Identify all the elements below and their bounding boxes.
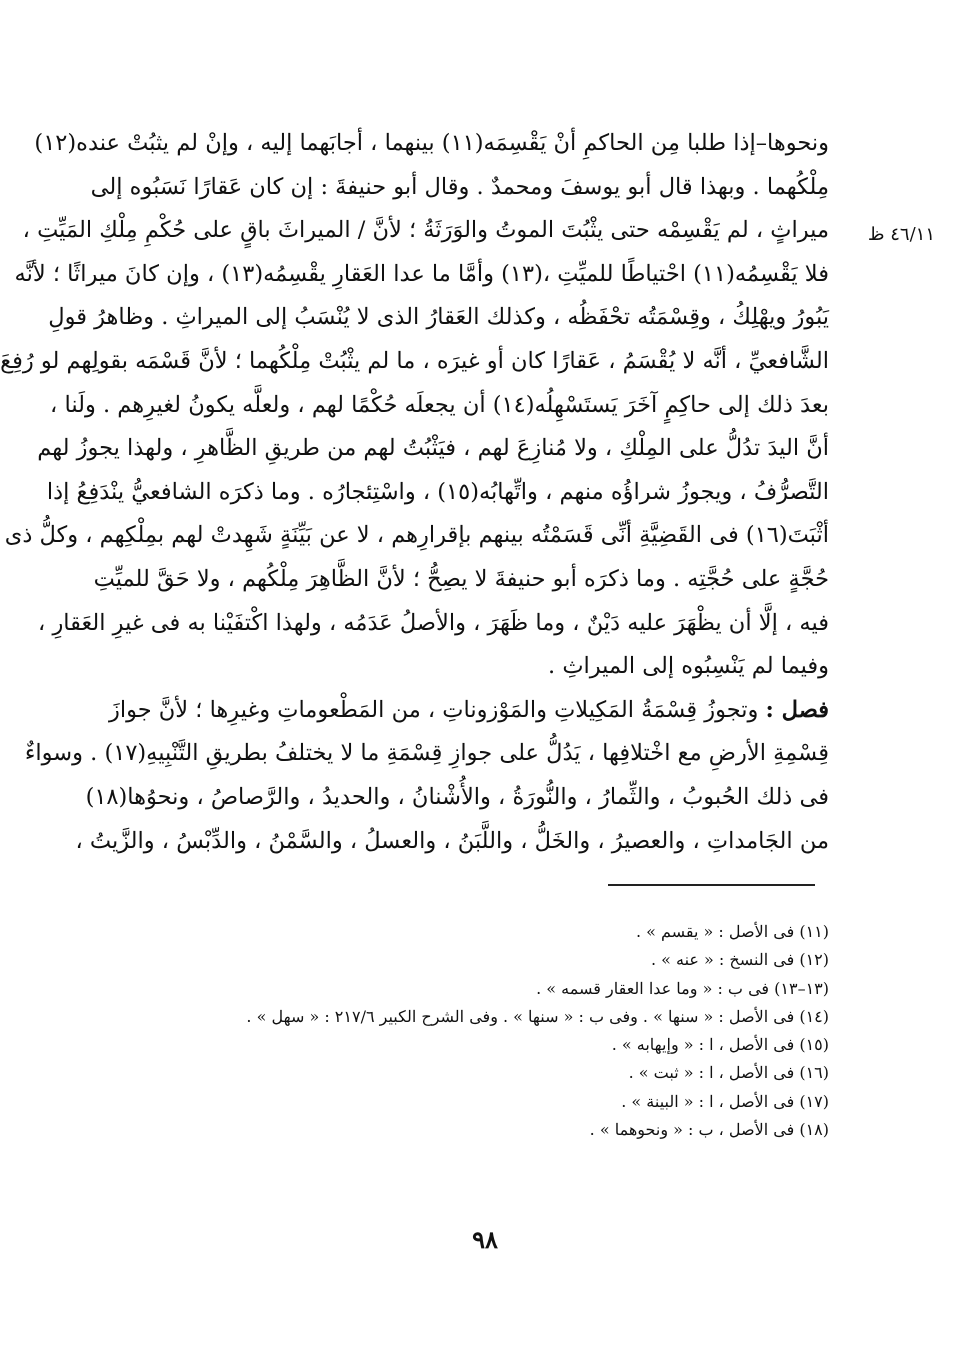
- footnote: (١٨) فى الأصل ، ب : « ونحوهما » .: [589, 1120, 829, 1140]
- footnote: (١٦) فى الأصل ، ا : « ثبت » .: [628, 1063, 829, 1083]
- text-line: فلا يَقْسِمُه(١١) احْتياطًا للميِّتِ ،(١٣) وأمَّا ما عدا العَقارِ يقْسِمُه(١٣) ، وإن كانَ ميراثًا ؛ لأنَّه: [14, 260, 829, 287]
- text-line: مِلْكُهما . وبهذا قال أبو يوسفَ ومحمدٌ . وقال أبو حنيفةَ : إن كان عَقارًا نَسَبُوه إلى: [90, 173, 829, 200]
- footnote: (١٤) فى الأصل : « سنها » . وفى ب : « سنها » . وفى الشرح الكبير ٢١٧/٦ : « سهل » .: [246, 1006, 829, 1026]
- text-line: فيه ، إلَّا أن يظْهَرَ عليه دَيْنٌ ، وما ظَهَرَ ، والأصلُ عَدَمُه ، ولهذا اكْتفَيْنا به فى غيرِ العَقارِ ،: [38, 609, 829, 636]
- marginal-folio-reference: ٤٦/١١ ظ: [867, 224, 935, 245]
- text-line: من الجَامداتِ ، والعصيرُ ، والخَلُّ ، واللَّبَنُ ، والعسلُ ، والسَّمْنُ ، والدِّبْسُ ، والزَّيتُ ،: [75, 827, 829, 854]
- footnotes-list: [111, 918, 829, 1144]
- section-line-text: وتجوزُ قِسْمَةُ المَكِيلاتِ والمَوْزوناتِ ، من المَطْعوماتِ وغيرِها ؛ لأنَّ جوازَ: [108, 696, 759, 723]
- section-label: فصل :: [765, 696, 829, 723]
- text-line: التَّصرُّفُ ، ويجوزُ شراؤُه منهم ، واتِّهابُه(١٥) ، واسْتِئجارُه . وما ذكرَه الشافعيُّ ينْدَفِعُ إذا: [46, 478, 829, 505]
- footnote-separator: [608, 884, 815, 886]
- footnote: (١٧) فى الأصل ، ا : « البينة » .: [621, 1091, 829, 1111]
- text-line: فى ذلك الحُبوبُ ، والثِّمارُ ، والنُّورَةُ ، والأُشْنانُ ، والحديدُ ، والرَّصاصُ ، ونحوُها(١٨): [85, 783, 829, 810]
- section-first-line: [108, 689, 829, 733]
- text-line: أنَّ اليدَ تدُلُّ على المِلْكِ ، ولا مُنازِعَ لهم ، فيَثْبُتُ لهم من طريقِ الظَّاهرِ ، ولهذا يجوزُ لهم: [37, 435, 829, 462]
- text-line: حُجَّةٍ على حُجَّتِه . وما ذكرَه أبو حنيفةَ لا يصِحُّ ؛ لأنَّ الظَّاهِرَ مِلْكُهم ، ولا حَقَّ للميِّتِ: [93, 565, 829, 592]
- footnote: (١٢) فى النسخ : « عنه » .: [650, 950, 829, 970]
- text-line: قِسْمِةِ الأرضِ مع اخْتلافِها ، يَدُلُّ على جوازِ قِسْمَةِ ما لا يختلفُ بطريقِ التَّنْبِيهِ(١٧) . وسواءٌ: [24, 740, 829, 767]
- text-line: ميراثٍ ، لم يَقْسِمْه حتى يثْبُتَ الموتُ والوَرَثَةُ ؛ لأنَّ / الميراثَ باقٍ على حُكْمِ مِلْكِ المَيِّتِ ،: [22, 217, 829, 244]
- main-text-block: [0, 122, 829, 863]
- text-line: أثْبَتَ(١٦) فى القَضِيَّةِ أنِّى قَسَمْتُه بينهم بإقرارِهم ، لا عن بَيِّنَةٍ شَهِدتْ لهم بمِلْكِهم ، وكلُّ ذى: [4, 522, 829, 549]
- footnote: (١٥) فى الأصل ، ا : « وإيهابه » .: [611, 1035, 829, 1055]
- text-line: بعدَ ذلك إلى حاكِمٍ آخَرَ يَستَسْهِلُه(١٤) أن يجعلَه حُكْمًا لهم ، ولعلَّه يكونُ لغيرِهم . ولَنا ،: [50, 391, 829, 418]
- text-line: ونحوها–إذا طلبا مِن الحاكمِ أنْ يَقْسِمَه(١١) بينهما ، أجابَهما إليه ، وإنْ لم يثبُتْ عنده(١٢): [34, 130, 829, 156]
- footnote: (١٣–١٣) فى ب : « وما عدا العقار قسمه » .: [536, 978, 829, 998]
- footnote: (١١) فى الأصل : « يقسم » .: [635, 922, 829, 941]
- text-line: وفيما لم يَنْسِبُوه إلى الميراثِ .: [548, 653, 829, 680]
- page-number: ٩٨: [472, 1225, 498, 1254]
- text-line: يَبُورُ ويهْلِكُ ، وقِسْمَتُه تحْفَظُه ، وكذلك العَقارُ الذى لا يُنْسَبُ إلى الميراثِ . وظاهرُ قولِ: [48, 304, 829, 331]
- text-line: الشَّافعيِّ ، أنَّه لا يُقْسَمُ ، عَقارًا كان أو غيرَه ، ما لم يثْبُتْ مِلْكُهما ؛ لأنَّ قَسْمَه بقولِهم لو رُفِعَ: [0, 347, 829, 374]
